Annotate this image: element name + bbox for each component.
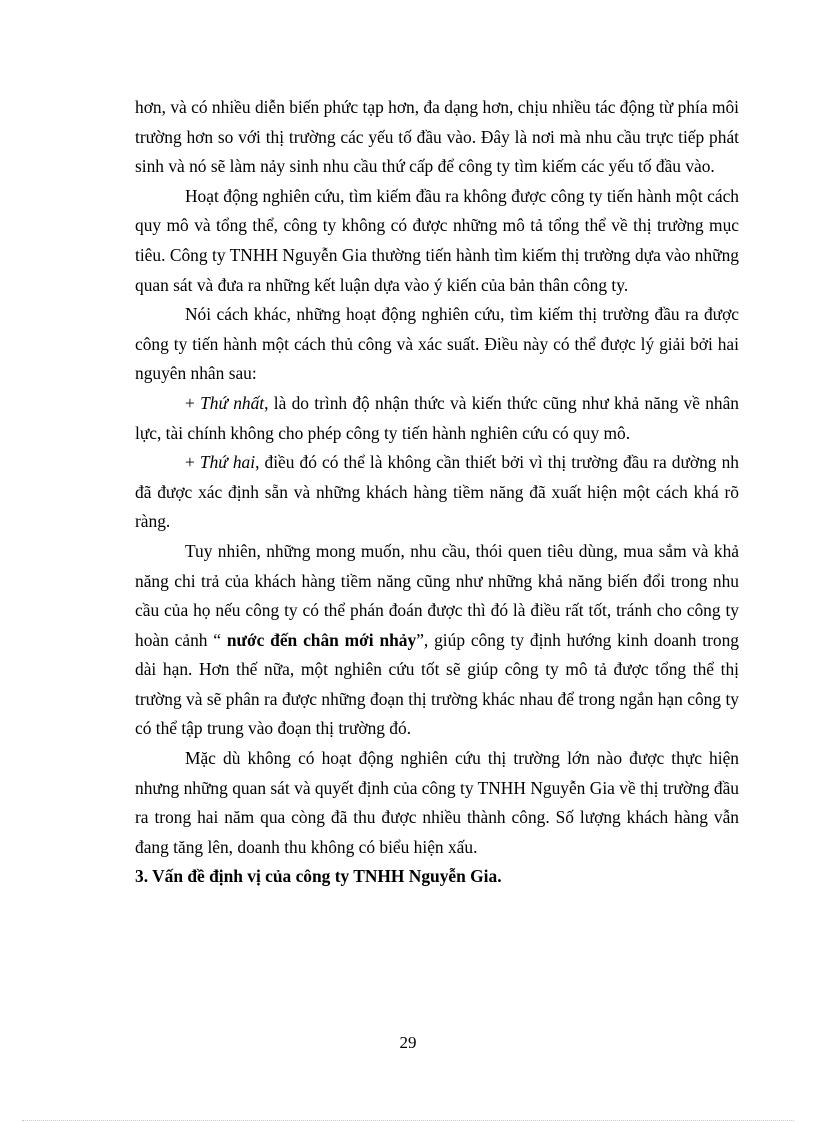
para4-after: ”, giúp công ty định hướng kinh doanh trong dài hạn. Hơn thế nữa, một nghiên cứu tốt sẽ giúp công ty mô tả được tổng thể thị trường và sẽ phân ra được những đoạn thị trường khác nhau để trong ngắn hạn công ty có thể tập trung vào đoạn thị trường đó. <box>135 629 739 739</box>
reason-second-text: , điều đó có thể là không cần thiết bởi vì thị trường đầu ra dường nh đã được xác định sẵn và những khách hàng tiềm năng đã xuất hiện một cách khá rõ ràng. <box>135 452 739 532</box>
reason-second-prefix: + <box>185 452 200 473</box>
paragraph-customer-needs <box>135 537 739 744</box>
body-text <box>135 93 739 892</box>
para4-bold-idiom: nước đến chân mới nhảy <box>226 629 417 650</box>
reason-first <box>135 389 739 448</box>
reason-first-label: Thứ nhất <box>200 392 265 413</box>
reason-first-text: , là do trình độ nhận thức và kiến thức cũng như khả năng về nhân lực, tài chính không cho phép công ty tiến hành nghiên cứu có quy mô. <box>135 392 740 443</box>
paragraph-success: Mặc dù không có hoạt động nghiên cứu thị trường lớn nào được thực hiện nhưng những quan sát và quyết định của công ty TNHH Nguyễn Gia về thị trường đầu ra trong hai năm qua còng đã thu được nhiều thành công. Số lượng khách hàng vẫn đang tăng lên, doanh thu không có biểu hiện xấu. <box>135 748 739 857</box>
paragraph-continuation: hơn, và có nhiều diễn biến phức tạp hơn, đa dạng hơn, chịu nhiều tác động từ phía môi trường hơn so với thị trường các yếu tố đầu vào. Đây là nơi mà nhu cầu trực tiếp phát sinh và nó sẽ làm nảy sinh nhu cầu thứ cấp để công ty tìm kiếm các yếu tố đầu vào. <box>135 97 739 177</box>
reason-second <box>135 448 739 537</box>
reason-first-prefix: + <box>185 392 201 413</box>
paragraph-manual-research: Nói cách khác, những hoạt động nghiên cứu, tìm kiếm thị trường đầu ra được công ty tiến hành một cách thủ công và xác suất. Điều này có thể được lý giải bởi hai nguyên nhân sau: <box>135 304 739 384</box>
page-number: 29 <box>399 1033 417 1052</box>
reason-second-label: Thứ hai <box>199 452 256 473</box>
paragraph-research-activities: Hoạt động nghiên cứu, tìm kiếm đầu ra không được công ty tiến hành một cách quy mô và tổng thể, công ty không có được những mô tả tổng thể về thị trường mục tiêu. Công ty TNHH Nguyễn Gia thường tiến hành tìm kiếm thị trường dựa vào những quan sát và đưa ra những kết luận dựa vào ý kiến của bản thân công ty. <box>135 185 739 295</box>
footer-divider <box>22 1120 794 1121</box>
section-heading: 3. Vấn đề định vị của công ty TNHH Nguyễn Gia. <box>135 866 502 887</box>
para4-before: Tuy nhiên, những mong muốn, nhu cầu, thói quen tiêu dùng, mua sắm và khả năng chi trả của khách hàng tiềm năng cũng như những khả năng biến đổi trong nhu cầu của họ nếu công ty có thể phán đoán được thì đó là điều rất tốt, tránh cho công ty hoàn cảnh “ <box>135 540 739 650</box>
